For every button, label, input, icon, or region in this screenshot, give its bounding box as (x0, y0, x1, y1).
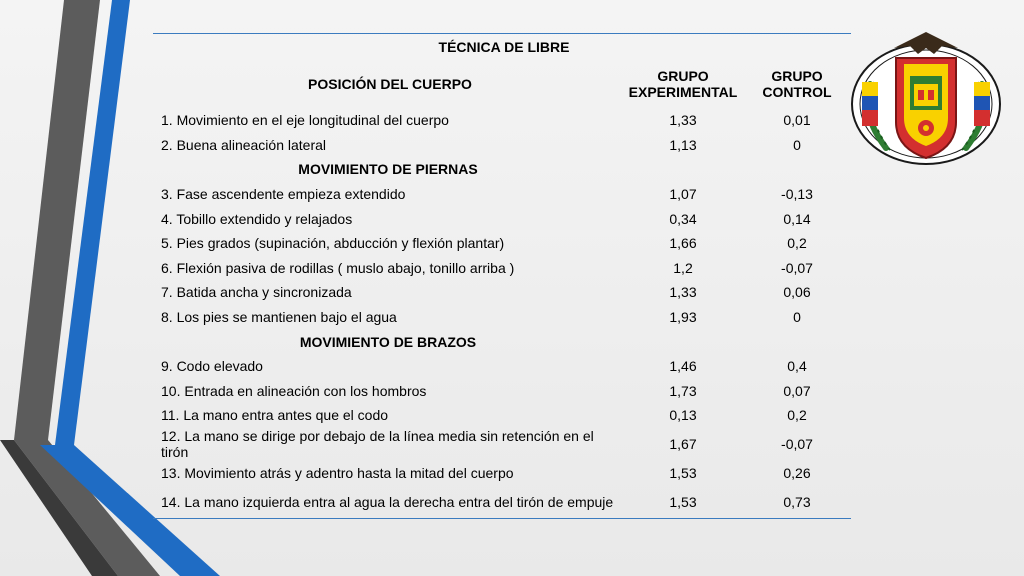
row-ctrl-value: 0,2 (787, 407, 807, 424)
table-header-row (153, 60, 851, 108)
row-ctrl-value: 0,14 (783, 210, 811, 227)
table-row (153, 305, 851, 330)
row-label: 10. Entrada en alineación con los hombros (161, 382, 427, 399)
row-ctrl-value: 0,73 (783, 493, 811, 510)
table-row (153, 231, 851, 256)
row-exp-value: 1,33 (669, 284, 697, 301)
table-row (153, 461, 851, 486)
row-label: 2. Buena alineación lateral (161, 136, 327, 153)
row-ctrl-value: 0 (793, 309, 801, 326)
table-title-row (153, 34, 851, 61)
row-exp-value: 0,34 (669, 210, 697, 227)
section-title-legs: MOVIMIENTO DE PIERNAS (298, 161, 478, 178)
row-exp-value: 1,66 (669, 235, 697, 252)
row-ctrl-value: 0,01 (783, 112, 811, 129)
table-title: TÉCNICA DE LIBRE (438, 39, 570, 55)
table-row (153, 379, 851, 404)
row-ctrl-value: 0,4 (787, 358, 807, 375)
table-row (153, 354, 851, 379)
row-exp-value: 1,67 (669, 436, 697, 453)
row-label: 5. Pies grados (supinación, abducción y flexión plantar) (161, 235, 505, 252)
row-exp-value: 1,33 (669, 112, 697, 129)
table-row (153, 403, 851, 428)
section-row-legs (153, 157, 851, 182)
row-exp-value: 0,13 (669, 407, 697, 424)
table-row (153, 108, 851, 133)
row-ctrl-value: 0,2 (787, 235, 807, 252)
row-exp-value: 1,53 (669, 465, 697, 482)
table-row (153, 206, 851, 231)
row-label: 11. La mano entra antes que el codo (161, 407, 389, 424)
row-label: 13. Movimiento atrás y adentro hasta la mitad del cuerpo (161, 465, 514, 482)
row-ctrl-value: 0,07 (783, 382, 811, 399)
row-exp-value: 1,2 (673, 259, 693, 276)
row-label: 12. La mano se dirige por debajo de la línea media sin retención en el tirón (161, 428, 594, 461)
row-label: 8. Los pies se mantienen bajo el agua (161, 309, 397, 326)
row-exp-value: 1,73 (669, 382, 697, 399)
table-row (153, 428, 851, 461)
row-exp-value: 1,93 (669, 309, 697, 326)
row-ctrl-value: 0 (793, 136, 801, 153)
row-ctrl-value: -0,07 (781, 259, 813, 276)
row-label: 4. Tobillo extendido y relajados (161, 210, 353, 227)
row-exp-value: 1,13 (669, 136, 697, 153)
table-row (153, 182, 851, 207)
row-label: 14. La mano izquierda entra al agua la derecha entra del tirón de empuje (161, 493, 614, 510)
row-exp-value: 1,07 (669, 186, 697, 203)
row-label: 7. Batida ancha y sincronizada (161, 284, 352, 301)
table-row (153, 133, 851, 158)
header-group-experimental: GRUPO EXPERIMENTAL (628, 68, 738, 100)
section-row-arms (153, 329, 851, 354)
results-table (153, 33, 851, 519)
table-row (153, 280, 851, 305)
header-group-control: GRUPO CONTROL (762, 68, 832, 100)
results-table-container (153, 33, 851, 519)
row-label: 9. Codo elevado (161, 358, 263, 375)
row-label: 6. Flexión pasiva de rodillas ( muslo abajo, tonillo arriba ) (161, 259, 515, 276)
row-ctrl-value: -0,13 (781, 186, 813, 203)
row-ctrl-value: 0,06 (783, 284, 811, 301)
university-crest-icon (848, 24, 1004, 166)
table-row (153, 256, 851, 281)
row-exp-value: 1,53 (669, 493, 697, 510)
table-row (153, 485, 851, 519)
row-ctrl-value: -0,07 (781, 436, 813, 453)
row-label: 3. Fase ascendente empieza extendido (161, 186, 406, 203)
section-title-arms: MOVIMIENTO DE BRAZOS (299, 333, 477, 350)
header-position: POSICIÓN DEL CUERPO (308, 76, 472, 92)
row-label: 1. Movimiento en el eje longitudinal del cuerpo (161, 112, 449, 129)
row-exp-value: 1,46 (669, 358, 697, 375)
row-ctrl-value: 0,26 (783, 465, 811, 482)
